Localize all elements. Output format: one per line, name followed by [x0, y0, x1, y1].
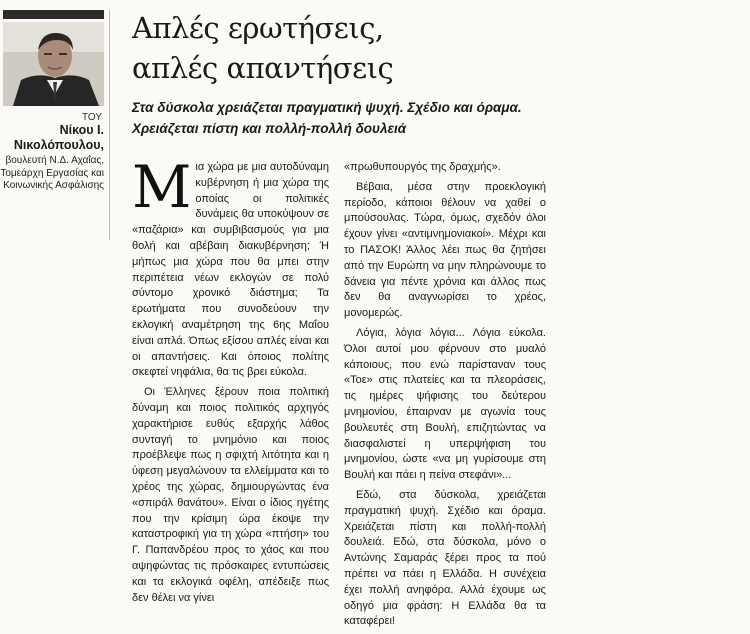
author-photo	[3, 22, 104, 106]
author-name-line1: Νίκου Ι.	[59, 123, 104, 137]
headline-line2: απλές απαντήσεις	[132, 51, 394, 85]
paragraph: Λόγια, λόγια λόγια... Λόγια εύκολα. Όλοι αυτοί μου φέρνουν στο μυαλό κάποιους, που ενώ παρίσταναν τους «Τοε» στις πλατείες και τα πλεοράσεις, τις ημέρες ψήφισης του δεύτερου μνημονίου, έπαιρναν με αγωνία τους βουλευτές στη Βουλή, επιζητώντας να διασφαλιστεί η υπερψήφιση του μνημονίου, ώστε «να μη γυρίσουμε στη Βουλή και πάει η πείνα στεφάνι»...	[344, 326, 546, 482]
article-column-1	[132, 153, 329, 610]
author-name-line2: Νικολόπουλου,	[13, 138, 104, 152]
header-bar	[3, 10, 104, 19]
paragraph-text: ια χώρα με μια αυτοδύναμη κυβέρνηση ή μια χώρα της οποίας οι πολιτικές δυνάμεις θα υποκύψουν σε «παζάρια» και συμβιβασμούς για μια θολή και αβέβαιη διακυβέρνηση; Ή μήπως μια χώρα που θα μπει στην περιπέτεια νέων εκλογών σε πολύ σύντομο χρονικό διάστημα; Τα ερωτήματα που συνοδεύουν την εκλογική αναμέτρηση της 6ης Μαΐου είναι απλά. Όπως εξίσου απλές είναι και οι απαντήσεις. Και όποιος πολίτης σκεφτεί νηφάλια, θα τις βρει εύκολα.	[132, 161, 329, 379]
byline-prefix: ΤΟΥ	[81, 112, 102, 123]
author-byline	[0, 112, 104, 193]
paragraph: Βέβαια, μέσα στην προεκλογική περίοδο, κάποιοι θέλουν να χαθεί ο μπούσουλας. Τώρα, όμως, σχεδόν όλοι έχουν γίνει «αντιμνημονιακοί». Μέχρι και το ΠΑΣΟΚ! Άλλος λέει πως θα ζητήσει από την Ευρώπη να μην πληρώνουμε το δάνεια για πέντε χρόνια και άλλος πως δεν θα αναγνωρίσει το χρέος, μονομερώς.	[344, 180, 546, 320]
lede-line1: Στα δύσκολα χρειάζεται πραγματική ψυχή. Σχέδιο και όραμα.	[132, 100, 522, 115]
paragraph: Οι Έλληνες ξέρουν ποια πολιτική δύναμη και ποιος πολιτικός αρχηγός χαρακτήρισε ευθύς εξαρχής λάθος συνταγή το μνημόνιο και ποιος προέβλεψε πως η σφιχτή λιτότητα και η ύφεση μεγαλώνουν τα ελλείμματα και το χρέος της χώρας, δημιουργώντας ένα «σπιράλ θανάτου». Είναι ο ίδιος ηγέτης που την κρίσιμη ώρα έκοψε την καταστροφική για τη χώρα «πτήση» του Γ. Παπανδρέου προς το χάος και που αψηφώντας τις πρόσκαιρες εντυπώσεις και τα εκλογικά οφέλη, απέδειξε πως δεν θέλει να γίνει	[132, 386, 329, 604]
paragraph	[132, 153, 329, 381]
author-portrait-image	[3, 22, 104, 106]
headline-line1: Απλές ερωτήσεις,	[132, 11, 384, 45]
paragraph: Εδώ, στα δύσκολα, χρειάζεται πραγματική ψυχή. Σχέδιο και όραμα. Χρειάζεται πίστη και πολλή-πολλή δουλειά. Εδώ, στα δύσκολα, μόνο ο Αντώνης Σαμαράς ξέρει προς τα πού πρέπει να πάει η Ελλάδα. Η συνέχεια έχει πολλή ανηφόρα. Αλλά έχουμε ως οδηγό μια φράση: Η Ελλάδα θα τα καταφέρει!	[344, 488, 546, 628]
author-role: βουλευτή Ν.Δ. Αχαΐας, Τομεάρχη Εργασίας και Κοινωνικής Ασφάλισης	[0, 155, 104, 191]
paragraph: «πρωθυπουργός της δραχμής».	[344, 161, 501, 173]
article-column-2	[344, 160, 546, 634]
lede-line2: Χρειάζεται πίστη και πολλή-πολλή δουλειά	[132, 121, 407, 136]
column-divider	[109, 10, 110, 240]
article-headline	[132, 8, 393, 88]
article-lede	[132, 97, 732, 139]
drop-cap: Μ	[132, 153, 192, 221]
